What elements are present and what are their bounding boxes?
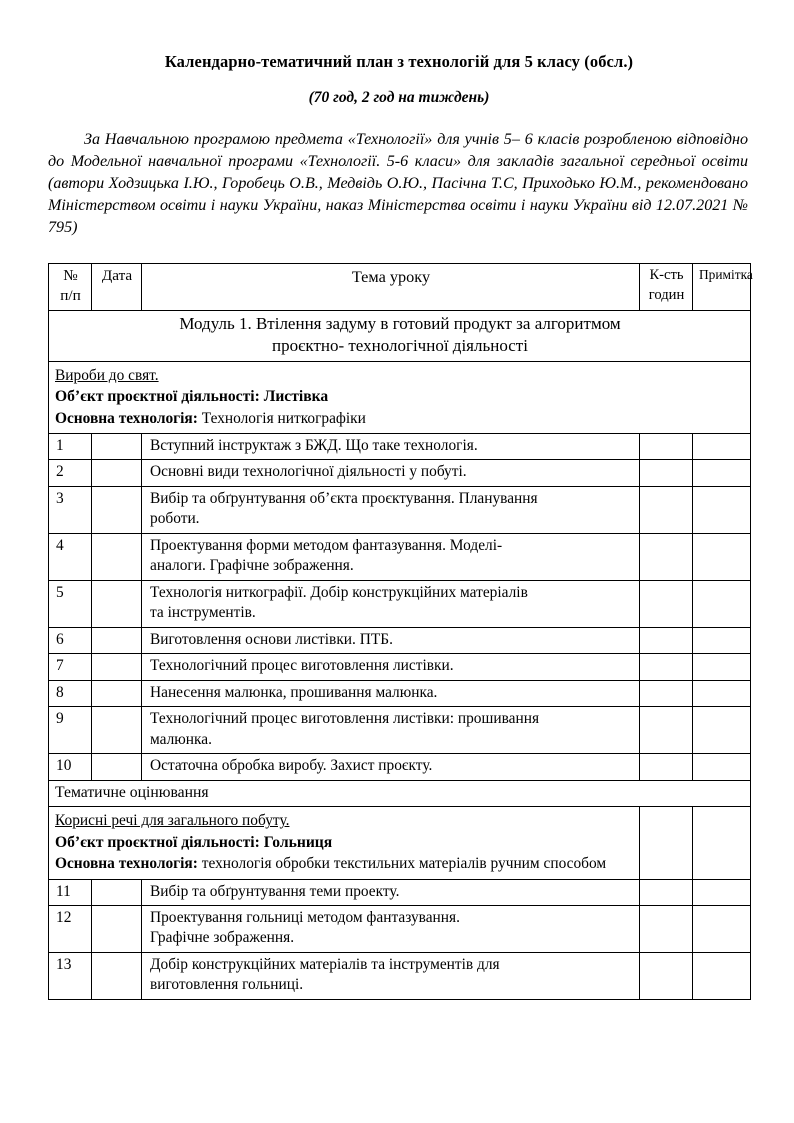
lesson-date-cell[interactable] — [92, 460, 142, 486]
table-row — [49, 905, 751, 952]
section-object-2 — [55, 832, 631, 854]
table-row — [49, 533, 751, 580]
module-title-cell — [49, 310, 751, 361]
lesson-theme-line1: Технологічний процес виготовлення листівки: прошивання — [150, 710, 540, 728]
lesson-note-cell[interactable] — [693, 952, 751, 999]
lesson-number-cell: 12 — [49, 905, 92, 952]
column-header-hours — [640, 264, 693, 310]
lesson-hours-cell[interactable] — [640, 879, 693, 905]
section-block-row-2 — [49, 807, 751, 879]
lesson-note-cell[interactable] — [693, 879, 751, 905]
lesson-theme-cell — [142, 952, 640, 999]
section-tech-value-2: технологія обробки текстильних матеріалів ручним способом — [201, 855, 607, 873]
lesson-theme-line2: малюнка. — [150, 730, 212, 748]
table-row — [49, 433, 751, 459]
curriculum-plan-table — [48, 263, 751, 1000]
lesson-date-cell[interactable] — [92, 707, 142, 754]
section-tech-label-2: Основна технологія: — [55, 855, 198, 873]
lesson-hours-cell[interactable] — [640, 533, 693, 580]
lesson-theme-cell: Вступний інструктаж з БЖД. Що таке технологія. — [142, 433, 640, 459]
lesson-number-cell: 5 — [49, 580, 92, 627]
lesson-theme-cell: Технологічний процес виготовлення листівки. — [142, 654, 640, 680]
lesson-date-cell[interactable] — [92, 952, 142, 999]
header-hours-line1: К-сть — [649, 267, 684, 284]
lesson-note-cell[interactable] — [693, 654, 751, 680]
lesson-theme-line1: Проектування гольниці методом фантазування. — [150, 908, 460, 926]
lesson-note-cell[interactable] — [693, 460, 751, 486]
table-body — [49, 264, 751, 1000]
lesson-note-cell[interactable] — [693, 486, 751, 533]
section-heading-1: Вироби до свят. — [55, 366, 159, 384]
table-row — [49, 680, 751, 706]
column-header-number — [49, 264, 92, 310]
thematic-assessment-cell: Тематичне оцінювання — [49, 780, 751, 807]
lesson-date-cell[interactable] — [92, 754, 142, 780]
table-row — [49, 952, 751, 999]
lesson-number-cell: 4 — [49, 533, 92, 580]
lesson-note-cell[interactable] — [693, 680, 751, 706]
header-number-line2: п/п — [60, 287, 81, 305]
lesson-number-cell: 9 — [49, 707, 92, 754]
section-object-value-1: Листівка — [263, 388, 329, 406]
lesson-theme-cell: Вибір та обґрунтування теми проекту. — [142, 879, 640, 905]
section-hours-cell-2[interactable] — [640, 807, 693, 879]
lesson-theme-cell — [142, 707, 640, 754]
lesson-theme-line2: та інструментів. — [150, 604, 256, 622]
lesson-number-cell: 3 — [49, 486, 92, 533]
table-row — [49, 627, 751, 653]
lesson-number-cell: 13 — [49, 952, 92, 999]
section-tech-2 — [55, 853, 631, 874]
intro-paragraph: За Навчальною програмою предмета «Технології» для учнів 5– 6 класів розробленою відповідно до Модельної навчальної програми «Технології. 5-6 класи» для закладів загальної середньої освіти (автори Ходзицька І.Ю., Горобець О.В., Медвідь О.Ю., Пасічна Т.С, Приходько Ю.М., рекомендовано Міністерством освіти і науки України, наказ Міністерства освіти і науки України від 12.07.2021 № 795) — [48, 131, 748, 237]
lesson-date-cell[interactable] — [92, 580, 142, 627]
section-note-cell-2[interactable] — [693, 807, 751, 879]
lesson-hours-cell[interactable] — [640, 580, 693, 627]
lesson-theme-cell — [142, 533, 640, 580]
table-row — [49, 460, 751, 486]
lesson-theme-line1: Технологія ниткографії. Добір конструкційних матеріалів — [150, 583, 528, 601]
table-row — [49, 580, 751, 627]
table-row — [49, 879, 751, 905]
lesson-note-cell[interactable] — [693, 580, 751, 627]
lesson-date-cell[interactable] — [92, 680, 142, 706]
thematic-assessment-row — [49, 780, 751, 807]
module-title-row — [49, 310, 751, 361]
lesson-theme-line2: Графічне зображення. — [150, 929, 295, 947]
lesson-number-cell: 1 — [49, 433, 92, 459]
lesson-number-cell: 2 — [49, 460, 92, 486]
lesson-number-cell: 8 — [49, 680, 92, 706]
section-tech-value-1: Технологія ниткографіки — [201, 409, 366, 427]
lesson-theme-cell — [142, 486, 640, 533]
page-title: Календарно-тематичний план з технологій для 5 класу (обсл.) — [164, 52, 634, 71]
column-header-theme: Тема уроку — [142, 264, 640, 310]
lesson-number-cell: 10 — [49, 754, 92, 780]
table-header-row — [49, 264, 751, 310]
section-tech-label-1: Основна технологія: — [55, 409, 198, 427]
lesson-theme-line2: роботи. — [150, 510, 200, 528]
lesson-number-cell: 11 — [49, 879, 92, 905]
lesson-theme-cell: Основні види технологічної діяльності у побуті. — [142, 460, 640, 486]
lesson-theme-cell — [142, 905, 640, 952]
lesson-number-cell: 7 — [49, 654, 92, 680]
column-header-note: Примітка — [693, 264, 751, 310]
lesson-hours-cell[interactable] — [640, 654, 693, 680]
module-title-line2: проєктно- технологічної діяльності — [272, 336, 528, 356]
section-object-label-1: Об’єкт проєктної діяльності: — [55, 388, 260, 406]
lesson-hours-cell[interactable] — [640, 460, 693, 486]
lesson-theme-cell — [142, 580, 640, 627]
lesson-note-cell[interactable] — [693, 433, 751, 459]
lesson-date-cell[interactable] — [92, 905, 142, 952]
lesson-hours-cell[interactable] — [640, 952, 693, 999]
lesson-hours-cell[interactable] — [640, 754, 693, 780]
module-title-line1: Модуль 1. Втілення задуму в готовий продукт за алгоритмом — [179, 313, 621, 333]
lesson-number-cell: 6 — [49, 627, 92, 653]
lesson-theme-line2: виготовлення гольниці. — [150, 976, 304, 994]
lesson-hours-cell[interactable] — [640, 680, 693, 706]
lesson-date-cell[interactable] — [92, 486, 142, 533]
lesson-note-cell[interactable] — [693, 533, 751, 580]
lesson-hours-cell[interactable] — [640, 486, 693, 533]
lesson-hours-cell[interactable] — [640, 905, 693, 952]
section-heading-2: Корисні речі для загального побуту. — [55, 812, 290, 830]
lesson-theme-cell: Виготовлення основи листівки. ПТБ. — [142, 627, 640, 653]
section-block-cell-2 — [49, 807, 640, 879]
lesson-theme-cell: Нанесення малюнка, прошивання малюнка. — [142, 680, 640, 706]
lesson-hours-cell[interactable] — [640, 707, 693, 754]
lesson-note-cell[interactable] — [693, 754, 751, 780]
lesson-note-cell[interactable] — [693, 627, 751, 653]
page-subtitle: (70 год, 2 год на тиждень) — [308, 88, 490, 106]
table-row — [49, 707, 751, 754]
lesson-note-cell[interactable] — [693, 707, 751, 754]
lesson-theme-line1: Проектування форми методом фантазування. Моделі- — [150, 536, 503, 554]
lesson-date-cell[interactable] — [92, 533, 142, 580]
section-block-row-1 — [49, 361, 751, 433]
section-block-cell-1 — [49, 361, 751, 433]
column-header-date: Дата — [92, 264, 142, 310]
section-tech-1 — [55, 408, 742, 429]
lesson-theme-line1: Вибір та обґрунтування об’єкта проєктування. Планування — [150, 489, 538, 507]
lesson-theme-line1: Добір конструкційних матеріалів та інструментів для — [150, 955, 500, 973]
lesson-date-cell[interactable] — [92, 433, 142, 459]
lesson-theme-line2: аналоги. Графічне зображення. — [150, 557, 354, 575]
section-object-value-2: Гольниця — [263, 833, 333, 851]
lesson-theme-cell: Остаточна обробка виробу. Захист проєкту. — [142, 754, 640, 780]
section-object-1 — [55, 386, 742, 408]
lesson-date-cell[interactable] — [92, 627, 142, 653]
lesson-date-cell[interactable] — [92, 879, 142, 905]
header-number-line1: № — [63, 267, 78, 285]
lesson-note-cell[interactable] — [693, 905, 751, 952]
table-row — [49, 486, 751, 533]
section-object-label-2: Об’єкт проєктної діяльності: — [55, 833, 260, 851]
lesson-date-cell[interactable] — [92, 654, 142, 680]
lesson-hours-cell[interactable] — [640, 627, 693, 653]
lesson-hours-cell[interactable] — [640, 433, 693, 459]
header-hours-line2: годин — [648, 286, 685, 303]
table-row — [49, 754, 751, 780]
table-row — [49, 654, 751, 680]
